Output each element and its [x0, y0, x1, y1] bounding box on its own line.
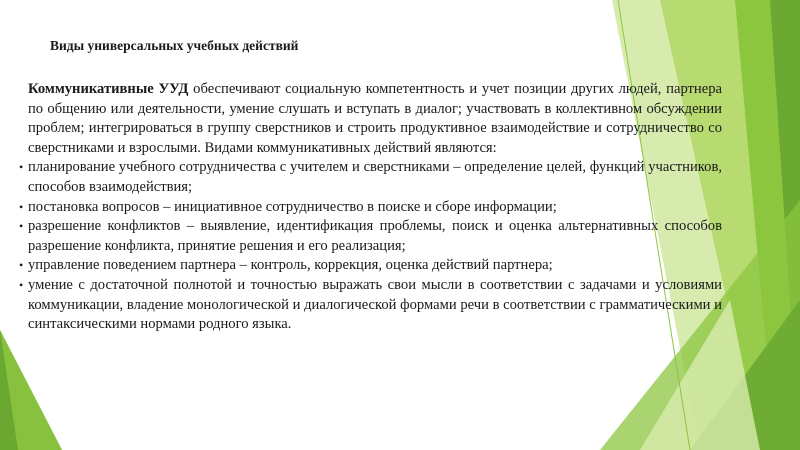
bullet-icon: • [19, 199, 24, 214]
bullet-icon: • [19, 277, 24, 292]
list-item-text: постановка вопросов – инициативное сотрудничество в поиске и сборе информации; [28, 198, 557, 215]
intro-text: обеспечивают социальную компетентность и учет позиции других людей, партнера по общению или деятельности, умение слушать и вступать в диалог; участвовать в коллективном обсуждении проблем; интегрироваться в группу сверстников и строить продуктивное взаимодействие и сотрудничество со сверстниками и взрослыми. Видами коммуникативных действий являются: [28, 81, 722, 156]
bullet-icon: • [19, 219, 24, 234]
list-item [19, 198, 722, 218]
bullet-icon: • [19, 258, 24, 273]
slide-body [19, 80, 722, 335]
list-item [19, 276, 722, 335]
bullet-icon: • [19, 160, 24, 175]
intro-paragraph [28, 80, 722, 158]
list-item [19, 217, 722, 256]
slide-heading: Виды универсальных учебных действий [50, 38, 299, 53]
list-item-text: разрешение конфликтов – выявление, идентификация проблемы, поиск и оценка альтернативных способов разрешение конфликта, принятие решения и его реализация; [28, 218, 722, 254]
list-item-text: умение с достаточной полнотой и точностью выражать свои мысли в соответствии с задачами и условиями коммуникации, владение монологической и диалогической формами речи в соответствии с грамматическими и синтаксическими нормами родного языка. [28, 276, 722, 333]
list-item-text: планирование учебного сотрудничества с учителем и сверстниками – определение целей, функций участников, способов взаимодействия; [28, 159, 722, 195]
bullet-list [19, 158, 722, 334]
intro-bold-term: Коммуникативные УУД [28, 81, 189, 97]
list-item [19, 256, 722, 276]
list-item-text: управление поведением партнера – контроль, коррекция, оценка действий партнера; [28, 257, 553, 274]
list-item [19, 158, 722, 197]
